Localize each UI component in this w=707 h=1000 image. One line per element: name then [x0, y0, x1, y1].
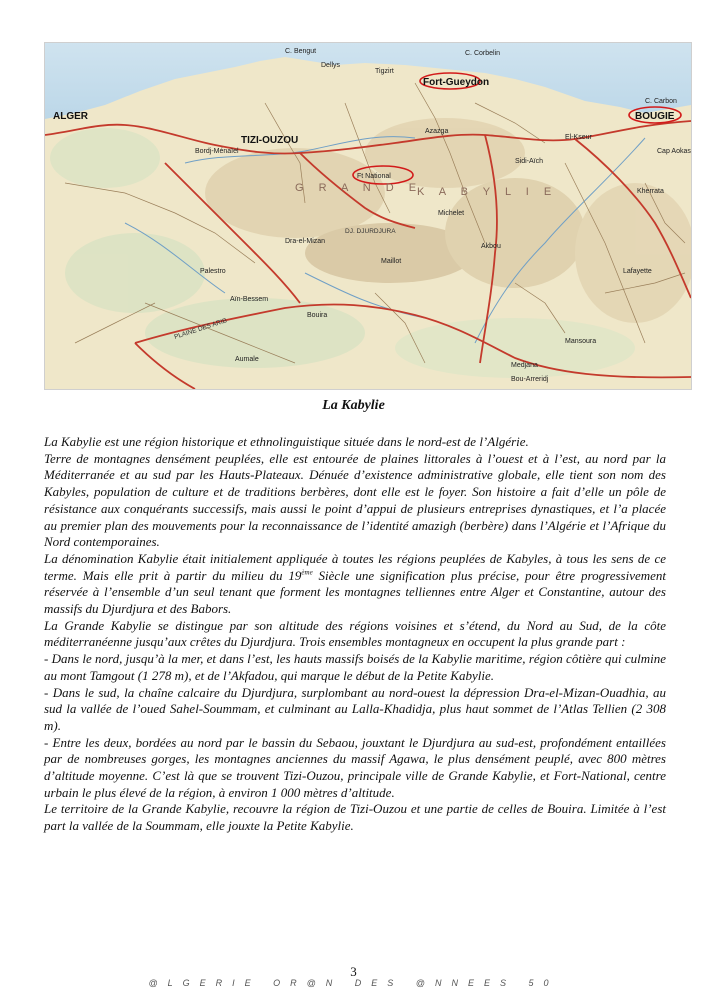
- label-bordj-menaiel: Bordj-Ménaïel: [195, 148, 239, 155]
- label-fort-national: Ft National: [357, 173, 391, 180]
- label-el-kseur: El-Kseur: [565, 134, 592, 141]
- label-maillot: Maillot: [381, 258, 402, 265]
- paragraph-north: - Dans le nord, jusqu’à la mer, et dans l’est, les hauts massifs boisés de la Kabylie maritime, région côtière qui culmine au mont Tamgout (1 278 m), et de l’Akfadou, qui marque le début de la Petite Kabylie.: [44, 651, 666, 683]
- label-tigzirt: Tigzirt: [375, 68, 394, 75]
- label-palestro: Palestro: [200, 268, 226, 275]
- label-bouira: Bouira: [307, 312, 328, 319]
- paragraph-territory: Le territoire de la Grande Kabylie, recouvre la région de Tizi-Ouzou et une partie de celles de Bouira. Limitée à l’est part la vallée de la Soummam, elle jouxte la Petite Kabylie.: [44, 801, 666, 834]
- label-fort-gueydon: Fort-Gueydon: [423, 77, 490, 88]
- label-c-corbelin: C. Corbelin: [465, 50, 501, 57]
- label-bougie: BOUGIE: [635, 111, 675, 122]
- label-medjana: Medjana: [511, 362, 538, 369]
- century-superscript: ème: [301, 568, 313, 577]
- label-dellys: Dellys: [321, 62, 341, 69]
- label-c-carbon: C. Carbon: [645, 98, 677, 105]
- label-dra-el-mizan: Dra-el-Mizan: [285, 238, 326, 245]
- label-kabylie-region: K A B Y L I E: [417, 186, 558, 198]
- label-mansoura: Mansoura: [565, 338, 597, 345]
- label-alger: ALGER: [53, 111, 88, 122]
- paragraph-between: - Entre les deux, bordées au nord par le bassin du Sebaou, jouxtant le Djurdjura au sud-est, profondément entaillées par de nombreuses gorges, les montagnes anciennes du massif Agawa, le plus densément peuplé, avec 800 mètres d’altitude moyenne. C’est là que se trouvent Tizi-Ouzou, principale ville de Grande Kabylie, et Fort-National, centre urbain le plus élevé de la région, à environ 1 000 mètres d’altitude.: [44, 734, 666, 800]
- label-michelet: Michelet: [438, 210, 465, 217]
- kabylie-map: [44, 42, 692, 390]
- paragraph-geography: Terre de montagnes densément peuplées, elle est entourée de plaines littorales à l’ouest et à l’est, au nord par la Méditerranée et au sud par les Hauts-Plateaux. Dénuée d’existence administrative globale, elle tient son nom des Kabyles, population de culture et de traditions berbères, dont elle est le foyer. Son histoire a fait d’elle un pôle de résistance aux conquérants successifs, mais aussi le point d’appui de plusieurs entreprises dynastiques, et l’a placée au premier plan des mouvements pour la reconnaissance de l’identité amazigh (berbère) dans l’Algérie et l’Afrique du Nord contemporaines.: [44, 450, 666, 550]
- label-bou-arreridj: Bou-Arreridj: [511, 376, 549, 383]
- label-lafayette: Lafayette: [623, 268, 652, 275]
- page-footer: @LGERIE OR@N DES @NNEES 50: [148, 978, 559, 988]
- label-kherrata: Kherrata: [637, 188, 664, 195]
- label-ain-bessem: Aïn-Bessem: [230, 296, 269, 303]
- label-aumale: Aumale: [235, 356, 259, 363]
- label-azazga: Azazga: [425, 128, 449, 135]
- label-grande: G R A N D E: [295, 182, 423, 194]
- denomination-text-before: La dénomination Kabylie était initialement appliquée à toutes les régions peuplées de Kabyles, à tous les sens de ce terme. Mais elle prit à partir du milieu du 19: [44, 550, 666, 583]
- label-cap-aokas: Cap Aokas: [657, 148, 691, 155]
- paragraph-denomination: [44, 551, 666, 618]
- label-akbou: Akbou: [481, 243, 501, 250]
- map-svg: [45, 43, 691, 389]
- paragraph-south: - Dans le sud, la chaîne calcaire du Djurdjura, surplombant au nord-ouest la dépression Dra-el-Mizan-Ouadhia, au sud la vallée de l’oued Sahel-Soummam, et culminant au Lalla-Khadidja, plus haut sommet de l’Atlas Tellien (2 308 m).: [44, 684, 666, 733]
- label-sidi-aich: Sidi-Aïch: [515, 158, 544, 165]
- label-c-bengut: C. Bengut: [285, 48, 317, 55]
- page-number: 3: [350, 964, 357, 979]
- paragraph-grande-kabylie: La Grande Kabylie se distingue par son altitude des régions voisines et s’étend, du Nord au Sud, de la côte méditerranéenne jusqu’aux crêtes du Djurdjura. Trois ensembles montagneux en occupent la plus grande part :: [44, 617, 666, 650]
- label-djurdjura: DJ. DJURDJURA: [345, 228, 396, 235]
- label-plaine-arib: PLAINE DES ARIB: [173, 317, 228, 341]
- map-caption: La Kabylie: [322, 398, 385, 413]
- label-tizi-ouzou: TIZI-OUZOU: [241, 135, 299, 146]
- denomination-text-after: Siècle une signification plus précise, pour être progressivement réservée à l’ensemble d’un seul tenant que forment les montagnes telliennes entre Alger et Constantine, autour des massifs du Djurdjura et des Babors.: [44, 567, 667, 617]
- paragraph-intro: La Kabylie est une région historique et ethnolinguistique située dans le nord-est de l’Algérie.: [44, 434, 529, 449]
- article-body: [44, 434, 666, 835]
